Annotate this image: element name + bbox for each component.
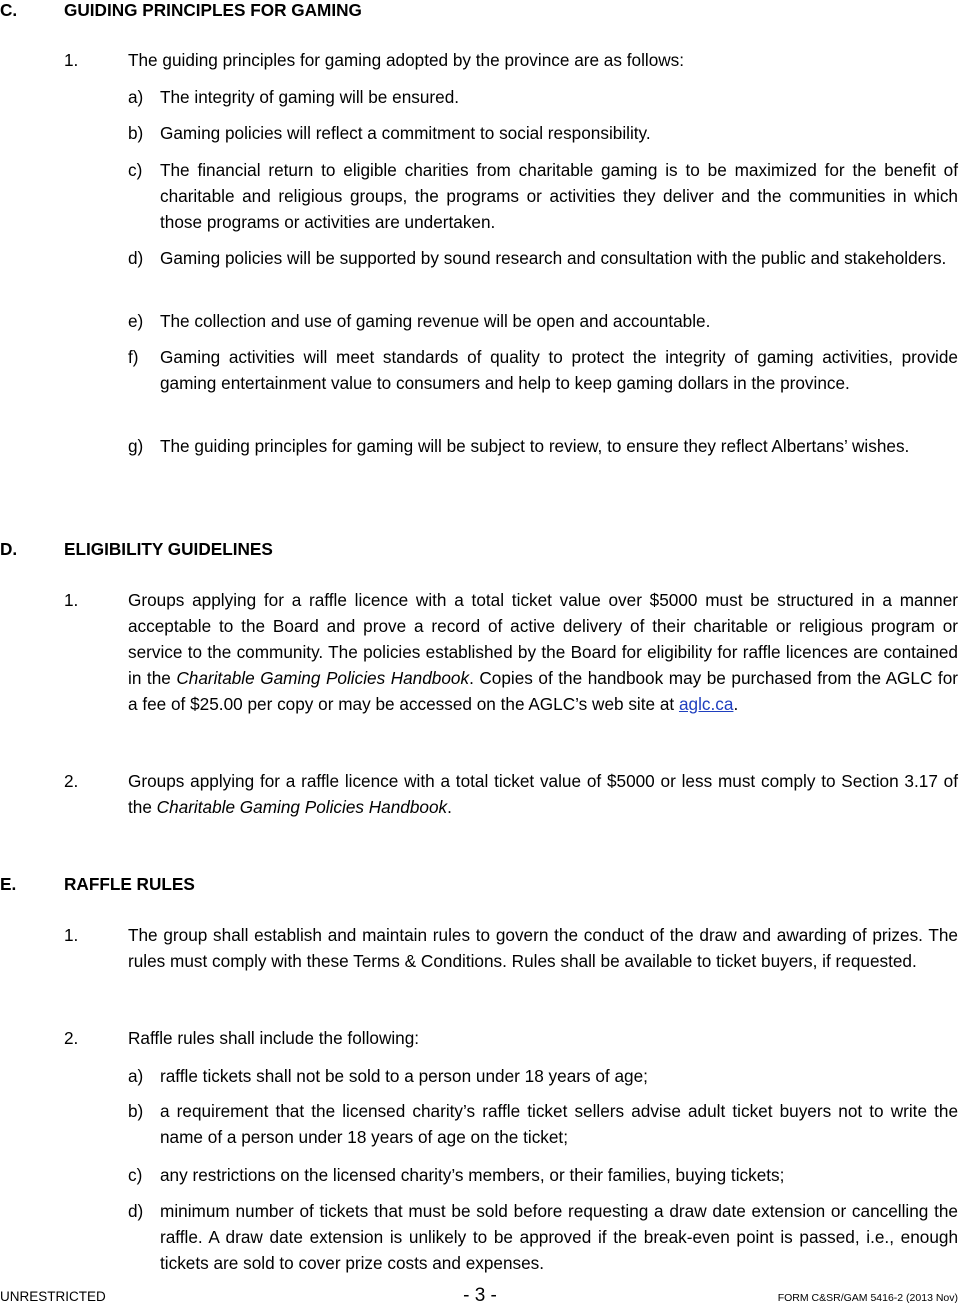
list-item-label: a) (128, 1066, 144, 1086)
list-item-label: d) (128, 1201, 144, 1221)
item-text-part: . (733, 694, 739, 714)
list-item-label: g) (128, 436, 144, 456)
aglc-link[interactable]: aglc.ca (678, 694, 734, 714)
item-text-part: . Copies of the handbook may be purchased from the AGLC for a fee of $25.00 per copy or may be accessed on the AGLC’s web site at (128, 668, 958, 714)
list-item-label: c) (128, 160, 143, 180)
list-item-label: b) (128, 1101, 144, 1121)
section-d-letter: D. (0, 539, 18, 559)
section-c-letter: C. (0, 0, 18, 20)
list-item-text: The financial return to eligible charities from charitable gaming is to be maximized for the benefit of charitable and religious groups, the programs or activities they deliver and the communities in which those programs or activities are undertaken. (160, 160, 958, 232)
list-item-label: d) (128, 248, 144, 268)
section-d-item1-text (128, 587, 958, 717)
list-item-text: Gaming activities will meet standards of quality to protect the integrity of gaming activities, provide gaming entertainment value to consumers and help to keep gaming dollars in the province. (160, 347, 958, 393)
handbook-title: Charitable Gaming Policies Handbook (156, 797, 448, 817)
section-e-item1-text: The group shall establish and maintain rules to govern the conduct of the draw and awarding of prizes. The rules must comply with these Terms & Conditions. Rules shall be available to ticket buyers, if requested. (128, 925, 958, 971)
section-d-item2-number: 2. (64, 771, 79, 791)
list-item-label: f) (128, 347, 139, 367)
item-text-part: . (447, 797, 452, 817)
list-item-label: c) (128, 1165, 143, 1185)
form-number: FORM C&SR/GAM 5416-2 (2013 Nov) (777, 1292, 958, 1304)
list-item-text: The integrity of gaming will be ensured. (160, 87, 460, 107)
item-text-part: Groups applying for a raffle licence with a total ticket value of $5000 or less must comply to Section 3.17 of the (128, 771, 958, 817)
list-item-text: The guiding principles for gaming will be subject to review, to ensure they reflect Albertans’ wishes. (160, 436, 910, 456)
section-e-title: RAFFLE RULES (64, 874, 195, 894)
section-c-item-text: The guiding principles for gaming adopted by the province are as follows: (128, 50, 685, 70)
list-item-text: raffle tickets shall not be sold to a person under 18 years of age; (160, 1066, 648, 1086)
section-d-title: ELIGIBILITY GUIDELINES (64, 539, 273, 559)
list-item-text: Gaming policies will be supported by sound research and consultation with the public and stakeholders. (160, 248, 947, 268)
list-item-text: any restrictions on the licensed charity’s members, or their families, buying tickets; (160, 1165, 785, 1185)
list-item-label: b) (128, 123, 144, 143)
section-c-title: GUIDING PRINCIPLES FOR GAMING (64, 0, 362, 20)
section-e-item2-number: 2. (64, 1028, 79, 1048)
list-item-text: a requirement that the licensed charity’s raffle ticket sellers advise adult ticket buyers not to write the name of a person under 18 years of age on the ticket; (160, 1101, 958, 1147)
list-item-text: Gaming policies will reflect a commitment to social responsibility. (160, 123, 651, 143)
list-item-label: e) (128, 311, 144, 331)
section-e-item2-text: Raffle rules shall include the following: (128, 1028, 420, 1048)
footer-classification: UNRESTRICTED (0, 1289, 106, 1304)
handbook-title: Charitable Gaming Policies Handbook (176, 668, 470, 688)
item-text-part: Groups applying for a raffle licence with a total ticket value over $5000 must be structured in a manner acceptable to the Board and prove a record of active delivery of their charitable or religious program or service to the community. The policies established by the Board for eligibility for raffle licences are contained in the (128, 590, 958, 688)
section-e-item1-number: 1. (64, 925, 79, 945)
list-item-text: The collection and use of gaming revenue will be open and accountable. (160, 311, 711, 331)
section-d-item2-text (128, 768, 958, 820)
list-item-label: a) (128, 87, 144, 107)
section-e-letter: E. (0, 874, 17, 894)
section-c-item-number: 1. (64, 50, 79, 70)
section-d-item1-number: 1. (64, 590, 79, 610)
page-number: - 3 - (463, 1285, 497, 1306)
list-item-text: minimum number of tickets that must be sold before requesting a draw date extension or cancelling the raffle. A draw date extension is unlikely to be approved if the break-even point is passed, i.e., enough tickets are sold to cover prize costs and expenses. (160, 1201, 958, 1273)
